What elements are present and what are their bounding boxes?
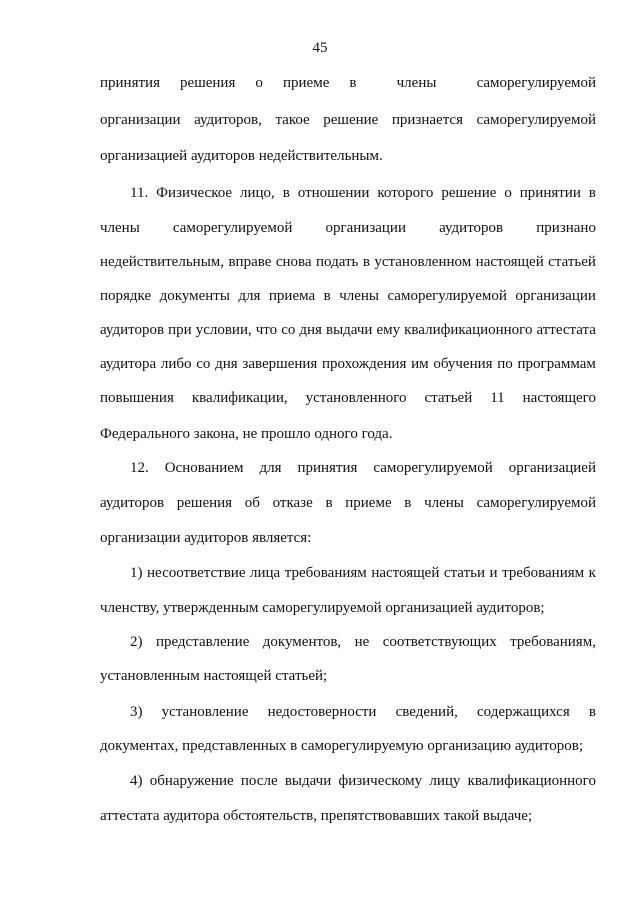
text-word: приеме [345, 495, 392, 511]
text-word: 11. [130, 185, 149, 201]
text-word: организацией [508, 460, 596, 476]
text-word: 12. [130, 460, 149, 476]
text-word: члены [424, 495, 464, 511]
text-word: со [281, 322, 296, 338]
text-word: 3) [130, 704, 143, 720]
text-segment: аттестата аудитора обстоятельств, препятствовавших такой выдаче; [100, 808, 533, 824]
text-word: которого [377, 185, 434, 201]
text-word: недействительным, [100, 254, 225, 270]
text-line [100, 218, 596, 238]
text-word: и [489, 565, 498, 581]
text-word: аудиторов [100, 495, 165, 511]
text-word: о [255, 75, 263, 91]
text-word: Основанием [164, 460, 244, 476]
text-word: 2) [130, 634, 143, 650]
text-word: решения [180, 75, 236, 91]
text-line [130, 771, 596, 791]
text-word: не [354, 634, 370, 650]
text-word: аттестата [536, 322, 596, 338]
text-word: члены [339, 288, 379, 304]
text-word: обучения [433, 356, 493, 372]
text-word: несоответствие [147, 565, 246, 581]
text-word: физическому [338, 773, 423, 789]
text-word: в [362, 254, 370, 270]
text-word: для [259, 460, 282, 476]
text-word: что [255, 322, 278, 338]
text-line [100, 286, 596, 306]
text-segment: установленным настоящей статьей; [100, 668, 328, 684]
text-word: аудитора [100, 356, 157, 372]
text-word: члены [396, 75, 437, 91]
text-word: сведений, [395, 704, 458, 720]
text-word: статьей [548, 254, 596, 270]
text-word: 4) [130, 773, 143, 789]
text-word: отказе [272, 495, 313, 511]
text-word: прохождения [322, 356, 407, 372]
text-word: вправе [228, 254, 272, 270]
text-word: для [238, 288, 261, 304]
text-line [130, 563, 596, 583]
text-word: саморегулируемой [172, 220, 293, 236]
text-word: принятия [100, 75, 160, 91]
text-word: после [240, 773, 278, 789]
text-word: им [411, 356, 429, 372]
text-line [100, 110, 596, 130]
text-word: решение [323, 112, 379, 128]
text-line [100, 424, 596, 444]
text-word: установление [161, 704, 249, 720]
text-word: требованиям [502, 565, 585, 581]
text-word: недостоверности [267, 704, 377, 720]
text-word: саморегулируемой [476, 75, 596, 91]
text-word: представление [155, 634, 250, 650]
text-word: саморегулируемой [476, 495, 596, 511]
text-word: такое [275, 112, 310, 128]
text-word: аудиторов [100, 322, 165, 338]
text-word: лицо, [240, 185, 275, 201]
text-line [100, 388, 596, 408]
text-word: квалификационного [467, 773, 596, 789]
text-word: либо [160, 356, 192, 372]
page-number: 45 [312, 40, 328, 56]
text-line [100, 354, 596, 374]
text-word: в [588, 185, 596, 201]
text-segment: членству, утвержденным саморегулируемой организацией аудиторов; [100, 600, 545, 616]
text-word: выдачи [284, 773, 332, 789]
text-word: принятии [519, 185, 581, 201]
text-word: установленного [305, 390, 407, 406]
text-word: требованиям [284, 565, 367, 581]
text-word: подать [315, 254, 359, 270]
text-word: саморегулируемой [476, 112, 596, 128]
text-word: организации [325, 220, 406, 236]
text-segment: организации аудиторов является: [100, 530, 312, 546]
text-word: организации [515, 288, 596, 304]
text-word: документы [159, 288, 230, 304]
text-word: организации [100, 112, 181, 128]
text-line [100, 598, 596, 618]
text-word: решения [176, 495, 233, 511]
text-line [130, 183, 596, 203]
text-word: содержащихся [477, 704, 570, 720]
text-word: снова [275, 254, 312, 270]
text-word: квалификации, [191, 390, 288, 406]
text-word: со [196, 356, 211, 372]
text-word: аудиторов [439, 220, 504, 236]
text-word: в [404, 495, 412, 511]
text-line [100, 806, 596, 826]
text-word: при [168, 322, 192, 338]
text-word: об [244, 495, 260, 511]
text-word: дня [215, 356, 238, 372]
text-word: настоящей [371, 565, 440, 581]
text-word: решение [441, 185, 497, 201]
text-word: о [504, 185, 512, 201]
text-word: Физическое [156, 185, 233, 201]
text-word: по [497, 356, 513, 372]
text-line [100, 320, 596, 340]
text-word: приема [268, 288, 316, 304]
text-word: в [588, 704, 596, 720]
text-word: ему [376, 322, 401, 338]
text-line [100, 73, 596, 93]
text-word: повышения [100, 390, 174, 406]
text-word: завершения [242, 356, 318, 372]
text-word: члены [100, 220, 140, 236]
text-line [100, 146, 596, 166]
text-word: к [588, 565, 596, 581]
text-word: статьей [424, 390, 473, 406]
text-line [100, 252, 596, 272]
text-word: в [323, 288, 331, 304]
text-segment: документах, представленных в саморегулируемую организацию аудиторов; [100, 738, 584, 754]
text-word: 11 [490, 390, 505, 406]
text-line [100, 736, 596, 756]
text-line [100, 493, 596, 513]
text-word: аудиторов, [194, 112, 262, 128]
text-segment: Федерального закона, не прошло одного года. [100, 426, 393, 442]
text-word: порядке [100, 288, 152, 304]
text-line [100, 666, 596, 686]
text-word: в [325, 495, 333, 511]
text-word: настоящего [522, 390, 596, 406]
text-line [130, 632, 596, 652]
text-word: лица [250, 565, 281, 581]
text-word: условии, [195, 322, 252, 338]
text-line [100, 528, 596, 548]
text-word: документов, [262, 634, 342, 650]
text-word: статьи [443, 565, 485, 581]
text-line [130, 702, 596, 722]
text-word: установленном [374, 254, 472, 270]
text-word: программам [517, 356, 596, 372]
text-word: признается [391, 112, 463, 128]
text-word: квалификационного [404, 322, 533, 338]
text-word: саморегулируемой [373, 460, 493, 476]
text-word: соответствующих [382, 634, 497, 650]
text-line [130, 458, 596, 478]
text-word: принятия [297, 460, 358, 476]
text-word: дня [299, 322, 322, 338]
text-word: лицу [429, 773, 461, 789]
text-word: признано [536, 220, 596, 236]
text-word: настоящей [475, 254, 544, 270]
text-word: требованиям, [510, 634, 596, 650]
text-word: 1) [130, 565, 143, 581]
text-word: обнаружение [149, 773, 234, 789]
text-word: приеме [282, 75, 330, 91]
text-word: отношении [297, 185, 370, 201]
text-word: в [282, 185, 290, 201]
text-word: в [349, 75, 357, 91]
text-word: саморегулируемой [387, 288, 507, 304]
text-segment: организацией аудиторов недействительным. [100, 148, 383, 164]
text-word: выдачи [325, 322, 373, 338]
